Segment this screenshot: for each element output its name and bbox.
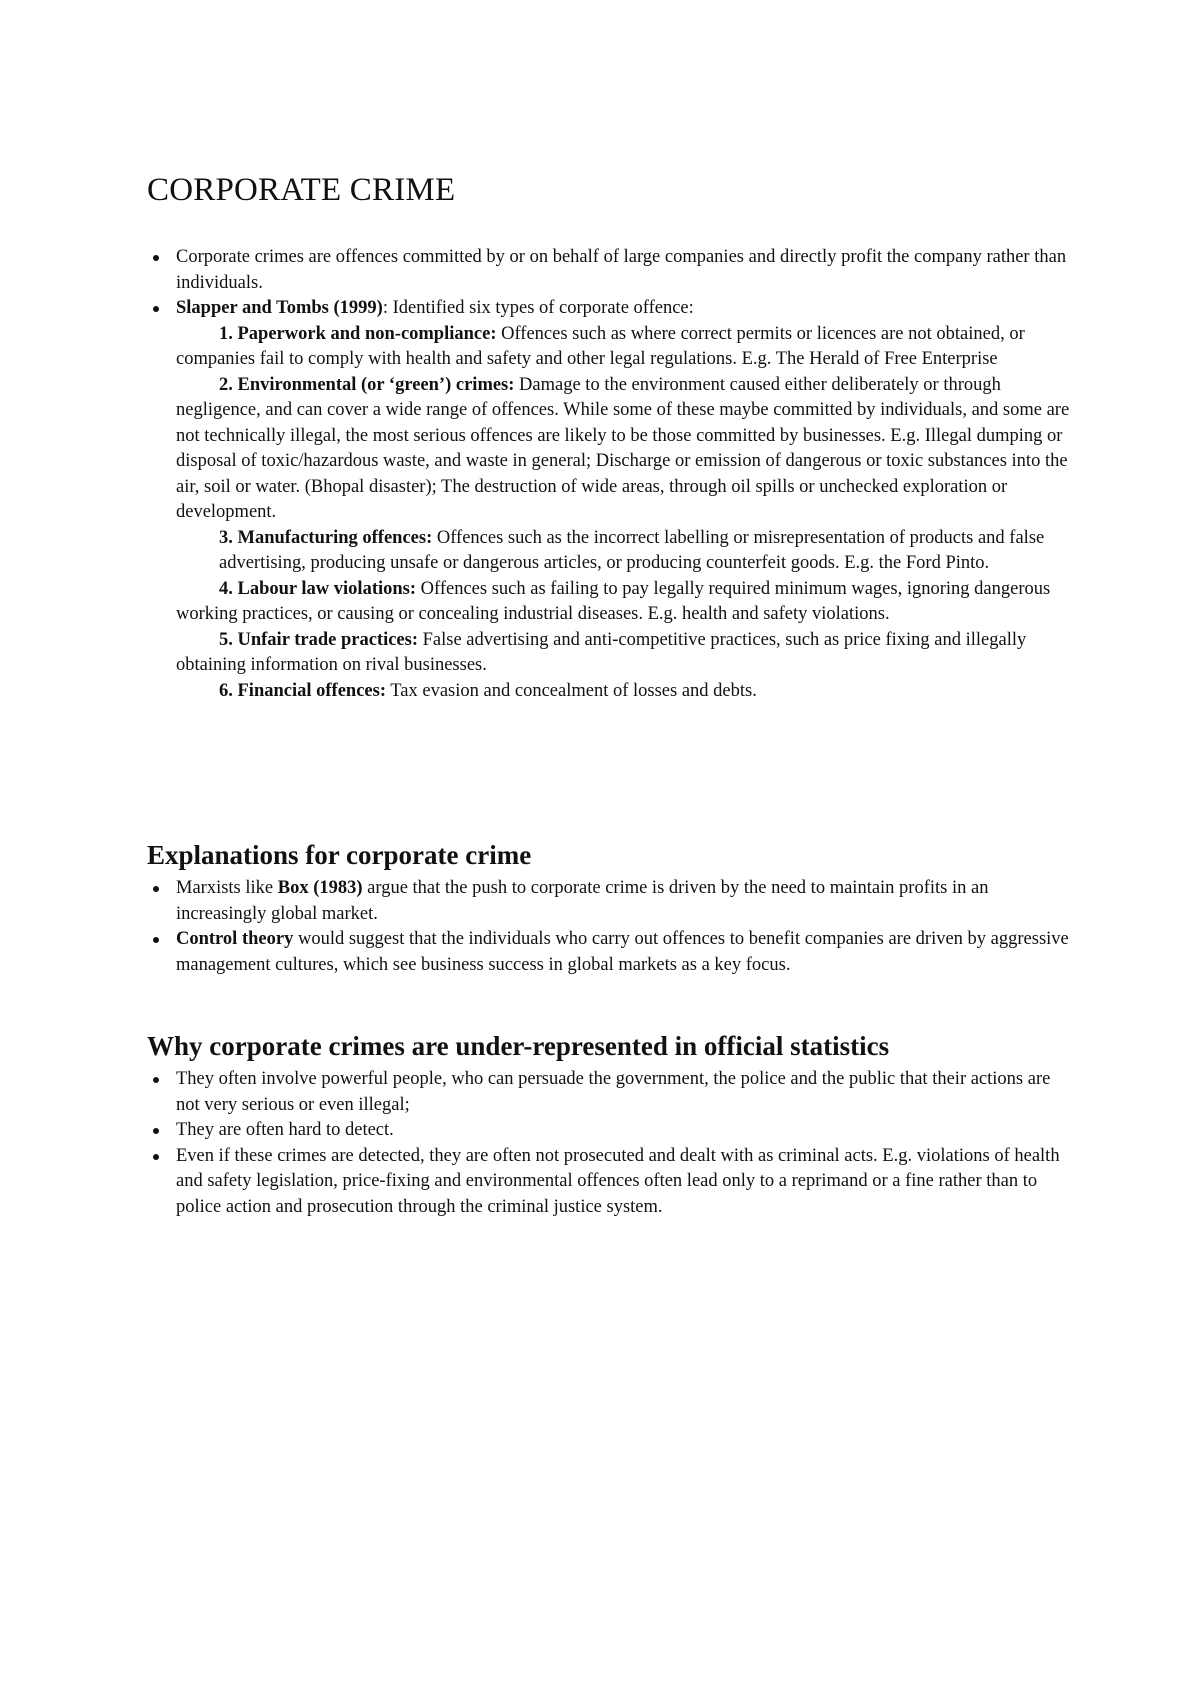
list-item-slapper-tombs [147,296,1077,322]
offence-type-4 [147,577,1077,628]
offence-type-text: Offences such as the incorrect labelling or misrepresentation of products and false advertising, producing unsafe or dangerous articles, or producing counterfeit goods. E.g. the Ford Pinto. [219,527,1045,573]
intro-bullet-list [147,245,1077,322]
box-text: argue that the push to corporate crime is driven by the need to maintain profits in an increasingly global market. [176,878,989,924]
list-item: They often involve powerful people, who can persuade the government, the police and the public that their actions are not very serious or even illegal; [147,1067,1077,1118]
offence-type-text: False advertising and anti-competitive practices, such as price fixing and illegally obtaining information on rival businesses. [176,629,1027,675]
underrep-section [147,1029,1077,1220]
offence-type-label: 6. Financial offences: [219,680,386,701]
list-item: They are often hard to detect. [147,1118,1077,1144]
offence-type-6 [147,679,1077,705]
box-citation: Box (1983) [277,878,363,898]
offence-type-text: Offences such as failing to pay legally required minimum wages, ignoring dangerous working practices, or causing or concealing industrial diseases. E.g. health and safety violations. [176,578,1051,624]
control-theory-text: would suggest that the individuals who carry out offences to benefit companies are driven by aggressive management cultures, which see business success in global markets as a key focus. [176,929,1069,975]
offence-type-label: 1. Paperwork and non-compliance: [219,323,497,344]
definition-text: Corporate crimes are offences committed by or on behalf of large companies and directly profit the company rather than individuals. [176,247,1067,293]
offence-type-text: Tax evasion and concealment of losses and debts. [386,680,757,701]
offence-type-text: Damage to the environment caused either deliberately or through negligence, and can cover a wide range of offences. While some of these maybe committed by individuals, and some are not technically illegal, the most serious offences are likely to be those committed by businesses. E.g. Illegal dumping or disposal of toxic/hazardous waste, and waste in general; Discharge or emission of dangerous or toxic substances into the air, soil or water. (Bhopal disaster); The destruction of wide areas, through oil spills or unchecked exploration or development. [176,374,1070,522]
underrep-heading: Why corporate crimes are under-represented in official statistics [147,1031,890,1061]
box-prefix: Marxists like [176,878,278,898]
list-item-control-theory [147,927,1077,978]
offence-type-3 [147,526,1077,577]
explanations-heading: Explanations for corporate crime [147,840,532,870]
slapper-tombs-text: : Identified six types of corporate offence: [382,298,694,318]
control-theory-label: Control theory [176,929,294,949]
offence-type-text: Offences such as where correct permits or licences are not obtained, or companies fail to comply with health and safety and other legal regulations. E.g. The Herald of Free Enterprise [176,323,1025,369]
list-item-box [147,876,1077,927]
document-title: CORPORATE CRIME [147,172,456,208]
slapper-tombs-citation: Slapper and Tombs (1999) [176,298,383,318]
list-item-definition [147,245,1077,296]
offence-type-2 [147,373,1077,526]
explanations-section [147,838,1077,978]
offence-type-1 [147,322,1077,373]
offence-type-label: 2. Environmental (or ‘green’) crimes: [219,374,515,395]
offence-type-label: 3. Manufacturing offences: [219,527,433,548]
underrep-bullet-list [147,1067,1077,1220]
intro-section [147,245,1077,704]
list-item: Even if these crimes are detected, they are often not prosecuted and dealt with as criminal acts. E.g. violations of health and safety legislation, price-fixing and environmental offences often lead only to a reprimand or a fine rather than to police action and prosecution through the criminal justice system. [147,1144,1077,1221]
offence-type-label: 4. Labour law violations: [219,578,417,599]
offence-type-label: 5. Unfair trade practices: [219,629,418,650]
explanations-bullet-list [147,876,1077,978]
offence-type-5 [147,628,1077,679]
